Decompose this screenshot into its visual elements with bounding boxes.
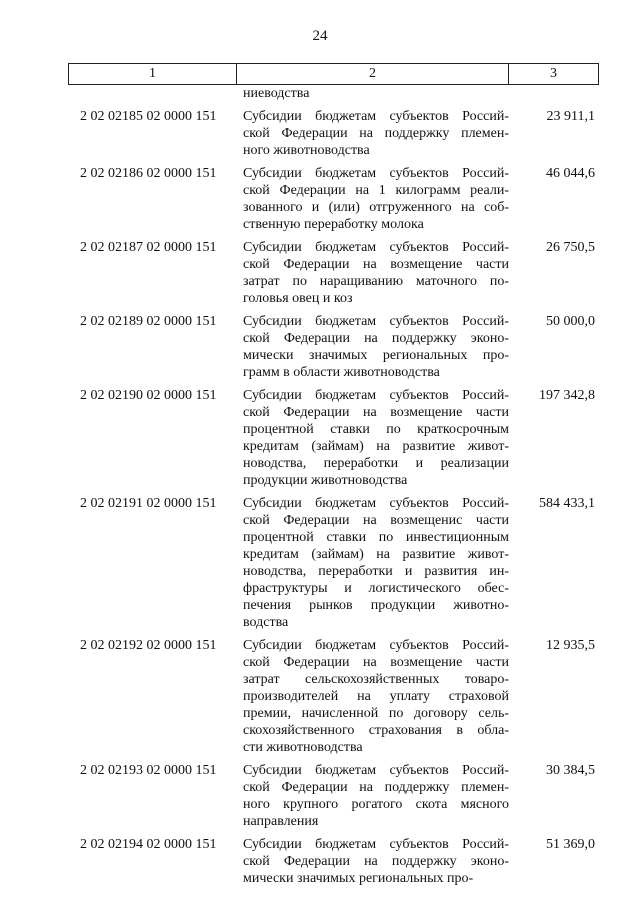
row-description bbox=[243, 313, 509, 381]
description-line: Субсидии бюджетам субъектов Россий- bbox=[243, 496, 509, 511]
description-line: ской Федерации на поддержку племен- bbox=[243, 780, 509, 795]
row-code: 2 02 02190 02 0000 151 bbox=[80, 388, 217, 403]
description-line: скохозяйственного страхования в обла- bbox=[243, 723, 509, 738]
table-row bbox=[68, 836, 599, 887]
table-body bbox=[68, 85, 599, 887]
row-amount: 23 911,1 bbox=[546, 109, 595, 124]
description-line: зованного и (или) отгруженного на соб- bbox=[243, 200, 509, 215]
description-line: производителей на уплату страховой bbox=[243, 689, 509, 704]
row-amount: 46 044,6 bbox=[546, 166, 595, 181]
row-description bbox=[243, 836, 509, 887]
description-line: Субсидии бюджетам субъектов Россий- bbox=[243, 166, 509, 181]
row-amount: 51 369,0 bbox=[546, 837, 595, 852]
row-code: 2 02 02186 02 0000 151 bbox=[80, 166, 217, 181]
description-line: ской Федерации на возмещенис части bbox=[243, 513, 509, 528]
description-line: сти животноводства bbox=[243, 740, 363, 755]
row-description bbox=[243, 387, 509, 489]
description-line: премии, начисленной по договору сель- bbox=[243, 706, 509, 721]
header-cell-amount: 3 bbox=[550, 66, 557, 81]
table-row bbox=[68, 495, 599, 631]
row-amount: 26 750,5 bbox=[546, 240, 595, 255]
description-line: ного животноводства bbox=[243, 143, 370, 158]
row-description bbox=[243, 108, 509, 159]
row-code: 2 02 02193 02 0000 151 bbox=[80, 763, 217, 778]
row-amount: 197 342,8 bbox=[539, 388, 595, 403]
table-row bbox=[68, 762, 599, 830]
table-row bbox=[68, 313, 599, 381]
description-line: водства bbox=[243, 615, 289, 630]
header-cell-code: 1 bbox=[69, 64, 237, 84]
description-line: Субсидии бюджетам субъектов Россий- bbox=[243, 638, 509, 653]
description-line: ской Федерации на поддержку эконо- bbox=[243, 331, 509, 346]
description-line: ного крупного рогатого скота мясного bbox=[243, 797, 509, 812]
description-line: ской Федерации на возмещение части bbox=[243, 257, 509, 272]
description-line: ственную переработку молока bbox=[243, 217, 424, 232]
description-line: ской Федерации на 1 килограмм реали- bbox=[243, 183, 509, 198]
description-line: процентной ставки по краткосрочным bbox=[243, 422, 509, 437]
description-line: затрат сельскохозяйственных товаро- bbox=[243, 672, 509, 687]
table-row bbox=[68, 165, 599, 233]
description-line: печения рынков продукции животно- bbox=[243, 598, 509, 613]
page-number: 24 bbox=[312, 28, 328, 44]
description-line: кредитам (займам) на развитие живот- bbox=[243, 439, 509, 454]
row-amount: 50 000,0 bbox=[546, 314, 595, 329]
description-line: мически значимых региональных про- bbox=[243, 871, 474, 886]
description-line: новодства, переработки и реализации bbox=[243, 456, 509, 471]
row-code: 2 02 02189 02 0000 151 bbox=[80, 314, 217, 329]
description-line: кредитам (займам) на развитие живот- bbox=[243, 547, 509, 562]
row-code: 2 02 02192 02 0000 151 bbox=[80, 638, 217, 653]
row-description bbox=[243, 165, 509, 233]
description-line: Субсидии бюджетам субъектов Россий- bbox=[243, 837, 509, 852]
row-amount: 12 935,5 bbox=[546, 638, 595, 653]
table-row bbox=[68, 387, 599, 489]
header-cell-description: 2 bbox=[237, 64, 509, 84]
description-line: ской Федерации на возмещение части bbox=[243, 405, 509, 420]
table-header bbox=[68, 63, 599, 85]
continuation-text: ниеводства bbox=[243, 86, 310, 101]
row-code: 2 02 02191 02 0000 151 bbox=[80, 496, 217, 511]
description-line: затрат по наращиванию маточного по- bbox=[243, 274, 509, 289]
description-line: грамм в области животноводства bbox=[243, 365, 440, 380]
row-description bbox=[243, 637, 509, 756]
description-line: ской Федерации на поддержку эконо- bbox=[243, 854, 509, 869]
description-line: ской Федерации на возмещение части bbox=[243, 655, 509, 670]
table-row bbox=[68, 239, 599, 307]
description-line: мически значимых региональных про- bbox=[243, 348, 509, 363]
table-rows bbox=[68, 108, 599, 887]
row-description bbox=[243, 495, 509, 631]
description-line: фраструктуры и логистического обес- bbox=[243, 581, 509, 596]
row-description bbox=[243, 762, 509, 830]
description-line: процентной ставки по инвестиционным bbox=[243, 530, 509, 545]
description-line: Субсидии бюджетам субъектов Россий- bbox=[243, 109, 509, 124]
description-line: продукции животноводства bbox=[243, 473, 408, 488]
row-description bbox=[243, 239, 509, 307]
description-line: новодства, переработки и развития ин- bbox=[243, 564, 509, 579]
row-code: 2 02 02187 02 0000 151 bbox=[80, 240, 217, 255]
description-line: Субсидии бюджетам субъектов Россий- bbox=[243, 388, 509, 403]
description-line: Субсидии бюджетам субъектов Россий- bbox=[243, 314, 509, 329]
description-line: направления bbox=[243, 814, 319, 829]
row-code: 2 02 02194 02 0000 151 bbox=[80, 837, 217, 852]
table-row bbox=[68, 637, 599, 756]
row-amount: 30 384,5 bbox=[546, 763, 595, 778]
row-code: 2 02 02185 02 0000 151 bbox=[80, 109, 217, 124]
description-line: ской Федерации на поддержку племен- bbox=[243, 126, 509, 141]
description-line: головья овец и коз bbox=[243, 291, 353, 306]
table-row bbox=[68, 108, 599, 159]
description-line: Субсидии бюджетам субъектов Россий- bbox=[243, 763, 509, 778]
description-line: Субсидии бюджетам субъектов Россий- bbox=[243, 240, 509, 255]
row-amount: 584 433,1 bbox=[539, 496, 595, 511]
